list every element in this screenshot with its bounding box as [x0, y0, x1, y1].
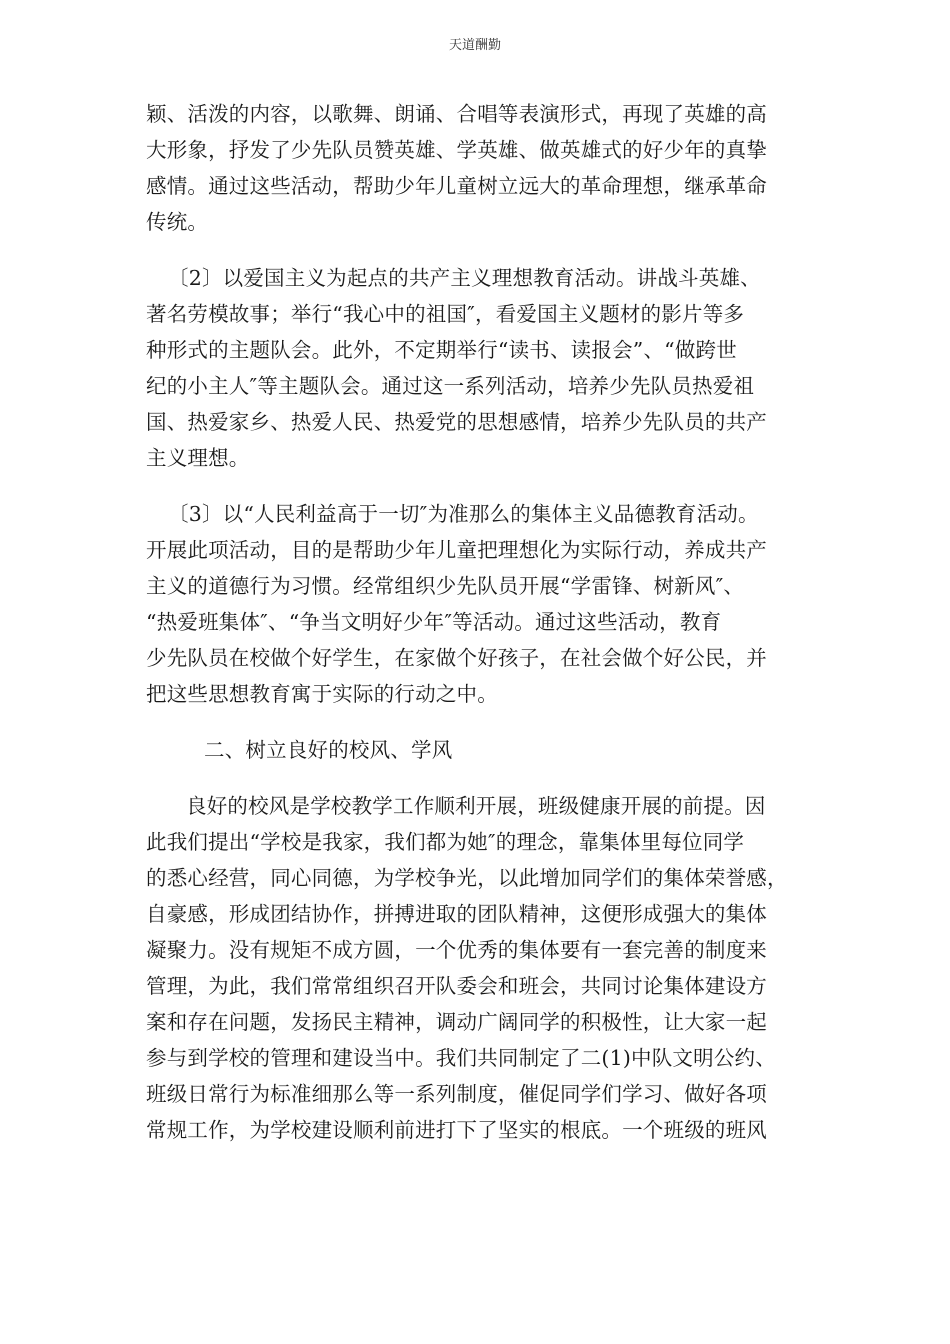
text-line: 少先队员在校做个好学生，在家做个好孩子，在社会做个好公民，并 [146, 646, 767, 670]
paragraph-continuation [146, 96, 806, 240]
text-line: 自豪感，形成团结协作，拼搏进取的团队精神，这便形成强大的集体 [146, 902, 767, 926]
text-line: 国、热爱家乡、热爱人民、热爱党的思想感情，培养少先队员的共产 [146, 410, 767, 434]
page-header: 天道酬勤 [448, 38, 501, 53]
text-line: 颖、活泼的内容，以歌舞、朗诵、合唱等表演形式，再现了英雄的高 [146, 102, 767, 126]
text-line: 著名劳模故事；举行“我心中的祖国″，看爱国主义题材的影片等多 [146, 302, 745, 326]
section-heading [146, 732, 806, 768]
text-line: 管理，为此，我们常常组织召开队委会和班会，共同讨论集体建设方 [146, 974, 767, 998]
text-line: 把这些思想教育寓于实际的行动之中。 [146, 682, 498, 706]
paragraph-item-3 [146, 496, 806, 712]
document-body [146, 96, 806, 1148]
text-line: 常规工作，为学校建设顺利前进打下了坚实的根底。一个班级的班风 [146, 1118, 767, 1142]
paragraph-school-culture [146, 788, 806, 1148]
text-line: 班级日常行为标准细那么等一系列制度，催促同学们学习、做好各项 [146, 1082, 767, 1106]
text-line: 主义理想。 [146, 446, 250, 470]
text-line: 开展此项活动，目的是帮助少年儿童把理想化为实际行动，养成共产 [146, 538, 767, 562]
section-title: 二、树立良好的校风、学风 [204, 738, 453, 762]
text-line: 良好的校风是学校教学工作顺利开展，班级健康开展的前提。因 [186, 794, 766, 818]
text-line: 案和存在问题，发扬民主精神，调动广阔同学的积极性，让大家一起 [146, 1010, 767, 1034]
text-line: 感情。通过这些活动，帮助少年儿童树立远大的革命理想，继承革命 [146, 174, 767, 198]
text-line: 凝聚力。没有规矩不成方圆，一个优秀的集体要有一套完善的制度来 [146, 938, 767, 962]
paragraph-item-2 [146, 260, 806, 476]
text-line: “热爱班集体″、“争当文明好少年″等活动。通过这些活动，教育 [146, 610, 722, 634]
text-line: 传统。 [146, 210, 209, 234]
text-line: 纪的小主人″等主题队会。通过这一系列活动，培养少先队员热爱祖 [146, 374, 755, 398]
text-line: 种形式的主题队会。此外，不定期举行“读书、读报会”、“做跨世 [146, 338, 737, 362]
text-line: 大形象，抒发了少先队员赞英雄、学英雄、做英雄式的好少年的真挚 [146, 138, 767, 162]
text-line: 〔2〕以爱国主义为起点的共产主义理想教育活动。讲战斗英雄、 [168, 266, 761, 290]
text-line: 主义的道德行为习惯。经常组织少先队员开展“学雷锋、树新风″、 [146, 574, 745, 598]
text-line: 此我们提出“学校是我家，我们都为她″的理念，靠集体里每位同学 [146, 830, 745, 854]
text-line: 参与到学校的管理和建设当中。我们共同制定了二(1)中队文明公约、 [146, 1046, 776, 1070]
text-line: 的悉心经营，同心同德，为学校争光，以此增加同学们的集体荣誉感， [146, 866, 788, 890]
text-line: 〔3〕以“人民利益高于一切″为准那么的集体主义品德教育活动。 [168, 502, 759, 526]
